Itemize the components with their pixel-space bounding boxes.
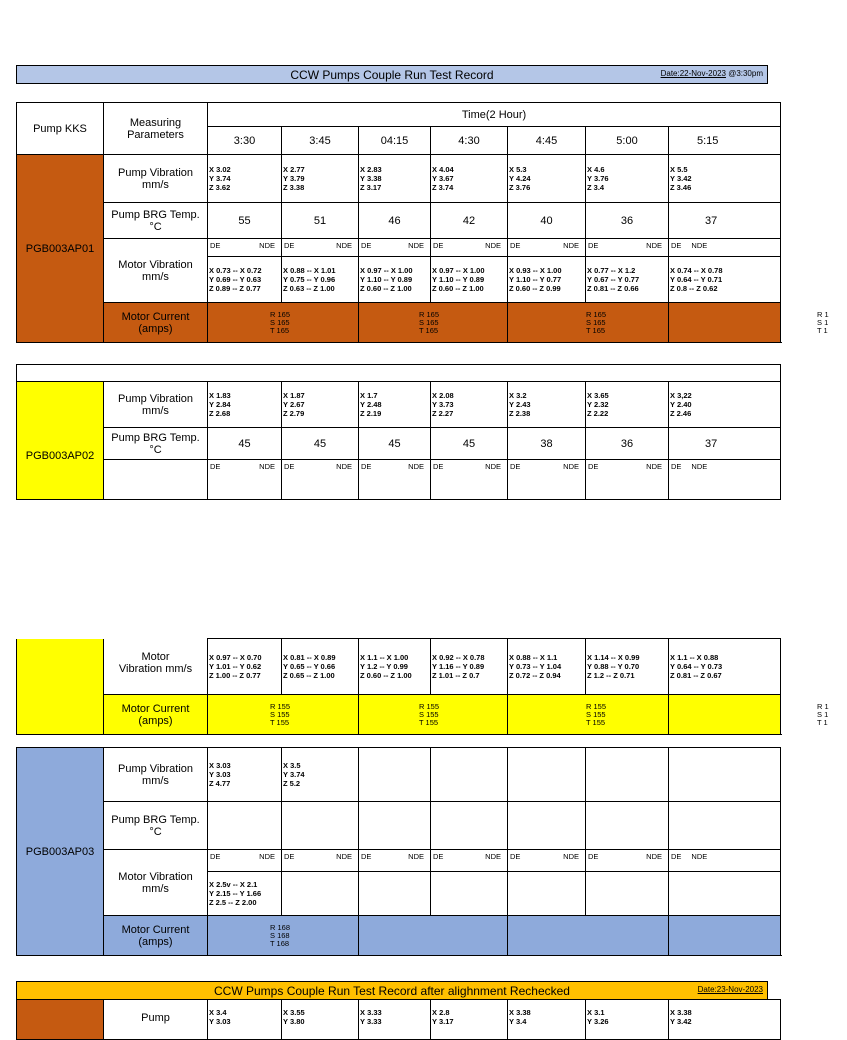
record-title-bar xyxy=(16,65,768,84)
temp-cell: 45 xyxy=(359,428,431,460)
de-nde-cell: DE NDE xyxy=(208,460,282,500)
current-cell: R 1 S 1 T 1 xyxy=(669,695,781,735)
pump1-table xyxy=(16,102,829,343)
temp-cell: 40 xyxy=(508,203,586,239)
empty-cell xyxy=(508,916,669,956)
pump2-table-bottom xyxy=(16,638,829,735)
motor-vib-cell: X 1.1 -- X 0.88 Y 0.64 -- Y 0.73 Z 0.81 -- Z 0.67 xyxy=(669,639,781,695)
motor-current-label: Motor Current (amps) xyxy=(104,695,208,735)
de-nde-cell: DE NDE xyxy=(431,850,508,872)
record2-title-bar xyxy=(16,981,768,1000)
de-nde-cell: DE NDE xyxy=(431,239,508,257)
pump3-section xyxy=(16,747,768,959)
temp-cell: 37 xyxy=(669,428,781,460)
vib-cell: X 3.38 Y 3.4 xyxy=(508,1000,586,1040)
de-nde-cell: DE NDE xyxy=(359,239,431,257)
de-nde-cell: DE NDE xyxy=(508,850,586,872)
vib-cell: X 2.83 Y 3.38 Z 3.17 xyxy=(359,155,431,203)
motor-vib-cell: X 0.97 -- X 1.00 Y 1.10 -- Y 0.89 Z 0.60 -- Z 1.00 xyxy=(431,257,508,303)
empty-cell xyxy=(586,802,669,850)
vib-cell: X 3,22 Y 2.40 Z 2.46 xyxy=(669,382,781,428)
vib-cell: X 1.87 Y 2.67 Z 2.79 xyxy=(282,382,359,428)
empty-cell xyxy=(359,916,508,956)
motor-vib-cell: X 0.88 -- X 1.1 Y 0.73 -- Y 1.04 Z 0.72 -- Z 0.94 xyxy=(508,639,586,695)
time-col: 5:15 xyxy=(669,127,781,155)
time-col: 3:45 xyxy=(282,127,359,155)
pump3-table xyxy=(16,747,781,956)
de-nde-cell: DE NDE xyxy=(508,460,586,500)
empty-cell xyxy=(508,748,586,802)
pump-vibration-label: Pump Vibration mm/s xyxy=(104,382,208,428)
temp-cell: 46 xyxy=(359,203,431,239)
time-col: 5:00 xyxy=(586,127,669,155)
pump2-kks-continued xyxy=(17,639,104,735)
pump-kks-cell: PGB003AP02 xyxy=(17,382,104,500)
motor-vibration-label: Motor Vibration mm/s xyxy=(104,850,208,916)
pump-vibration-label: Pump Vibration mm/s xyxy=(104,155,208,203)
temp-cell: 45 xyxy=(431,428,508,460)
record2-pump-label: Pump xyxy=(104,1000,208,1040)
vib-cell: X 3.1 Y 3.26 xyxy=(586,1000,669,1040)
motor-vib-cell: X 2.5v -- X 2.1 Y 2.15 -- Y 1.66 Z 2.5 -- Z 2.00 xyxy=(208,872,282,916)
de-nde-cell: DE NDE xyxy=(669,239,781,257)
vib-cell: X 3.55 Y 3.80 xyxy=(282,1000,359,1040)
empty-cell xyxy=(669,872,781,916)
current-cell: R 155 S 155 T 155 xyxy=(508,695,669,735)
vib-cell: X 3.4 Y 3.03 xyxy=(208,1000,282,1040)
pump-kks-cell: PGB003AP03 xyxy=(17,748,104,956)
pump2-section-top xyxy=(16,364,768,494)
time-col: 4:45 xyxy=(508,127,586,155)
temp-cell: 45 xyxy=(282,428,359,460)
empty-cell xyxy=(586,748,669,802)
vib-cell: X 3.38 Y 3.42 xyxy=(669,1000,781,1040)
motor-vib-cell: X 0.93 -- X 1.00 Y 1.10 -- Y 0.77 Z 0.60 -- Z 0.99 xyxy=(508,257,586,303)
de-nde-cell: DE NDE xyxy=(359,850,431,872)
current-cell: R 165 S 165 T 165 xyxy=(359,303,508,343)
pump-vibration-label: Pump Vibration mm/s xyxy=(104,748,208,802)
vib-cell: X 5.3 Y 4.24 Z 3.76 xyxy=(508,155,586,203)
temp-cell: 36 xyxy=(586,203,669,239)
de-nde-cell: DE NDE xyxy=(508,239,586,257)
empty-cell xyxy=(669,916,781,956)
vib-cell: X 3.03 Y 3.03 Z 4.77 xyxy=(208,748,282,802)
empty-cell xyxy=(208,802,282,850)
motor-vibration-label: Motor Vibration mm/s xyxy=(104,639,208,695)
vib-cell: X 2.8 Y 3.17 xyxy=(431,1000,508,1040)
motor-vib-cell: X 0.73 -- X 0.72 Y 0.69 -- Y 0.63 Z 0.89 -- Z 0.77 xyxy=(208,257,282,303)
empty-cell xyxy=(508,872,586,916)
pump-kks-header: Pump KKS xyxy=(17,103,104,155)
record2-title: CCW Pumps Couple Run Test Record after alighnment Rechecked xyxy=(214,984,570,998)
vib-cell: X 3.02 Y 3.74 Z 3.62 xyxy=(208,155,282,203)
measuring-header: Measuring Parameters xyxy=(104,103,208,155)
motor-vib-cell: X 1.1 -- X 1.00 Y 1.2 -- Y 0.99 Z 0.60 -- Z 1.00 xyxy=(359,639,431,695)
record-date: Date:22-Nov-2023 @3:30pm xyxy=(660,69,763,78)
de-nde-cell: DE NDE xyxy=(359,460,431,500)
temp-cell: 45 xyxy=(208,428,282,460)
motor-vib-cell: X 0.81 -- X 0.89 Y 0.65 -- Y 0.66 Z 0.65 -- Z 1.00 xyxy=(282,639,359,695)
vib-cell: X 5.5 Y 3.42 Z 3.46 xyxy=(669,155,781,203)
motor-vibration-label: Motor Vibration mm/s xyxy=(104,239,208,303)
pump1-section xyxy=(16,102,829,366)
pump2-table-top xyxy=(16,364,781,500)
current-cell: R 165 S 165 T 165 xyxy=(508,303,669,343)
motor-current-label: Motor Current (amps) xyxy=(104,303,208,343)
motor-current-label: Motor Current (amps) xyxy=(104,916,208,956)
pump-kks-cell: PGB003AP01 xyxy=(17,155,104,343)
time-col: 4:30 xyxy=(431,127,508,155)
de-nde-cell: DE NDE xyxy=(282,460,359,500)
temp-cell: 36 xyxy=(586,428,669,460)
temp-cell: 38 xyxy=(508,428,586,460)
empty-cell xyxy=(508,802,586,850)
temp-cell: 37 xyxy=(669,203,781,239)
current-cell: R 168 S 168 T 168 xyxy=(208,916,359,956)
empty-cell xyxy=(282,872,359,916)
motor-vib-cell: X 0.97 -- X 0.70 Y 1.01 -- Y 0.62 Z 1.00 -- Z 0.77 xyxy=(208,639,282,695)
empty-cell xyxy=(431,748,508,802)
de-nde-cell: DE NDE xyxy=(282,239,359,257)
empty-cell xyxy=(282,802,359,850)
brg-temp-label: Pump BRG Temp. °C xyxy=(104,802,208,850)
vib-cell: X 1.83 Y 2.84 Z 2.68 xyxy=(208,382,282,428)
empty-cell xyxy=(359,872,431,916)
current-cell: R 155 S 155 T 155 xyxy=(359,695,508,735)
de-nde-cell: DE NDE xyxy=(208,239,282,257)
brg-temp-label: Pump BRG Temp. °C xyxy=(104,428,208,460)
temp-cell: 42 xyxy=(431,203,508,239)
vib-cell: X 2.77 Y 3.79 Z 3.38 xyxy=(282,155,359,203)
motor-vib-cell: X 0.74 -- X 0.78 Y 0.64 -- Y 0.71 Z 0.8 -- Z 0.62 xyxy=(669,257,781,303)
time-col: 3:30 xyxy=(208,127,282,155)
de-nde-cell: DE NDE xyxy=(586,850,669,872)
pump2-section-bottom xyxy=(16,638,829,740)
de-nde-cell: DE NDE xyxy=(431,460,508,500)
vib-cell: X 3.65 Y 2.32 Z 2.22 xyxy=(586,382,669,428)
motor-vibration-label-cut xyxy=(104,460,208,500)
record2-table xyxy=(16,999,781,1040)
current-cell: R 165 S 165 T 165 xyxy=(208,303,359,343)
vib-cell: X 3.33 Y 3.33 xyxy=(359,1000,431,1040)
vib-cell: X 2.08 Y 3.73 Z 2.27 xyxy=(431,382,508,428)
empty-cell xyxy=(586,872,669,916)
record2-date: Date:23-Nov-2023 xyxy=(697,985,763,994)
vib-cell: X 3.5 Y 3.74 Z 5.2 xyxy=(282,748,359,802)
motor-vib-cell: X 0.88 -- X 1.01 Y 0.75 -- Y 0.96 Z 0.63 -- Z 1.00 xyxy=(282,257,359,303)
time-header: Time(2 Hour) xyxy=(208,103,781,127)
vib-cell: X 4.04 Y 3.67 Z 3.74 xyxy=(431,155,508,203)
de-nde-cell: DE NDE xyxy=(586,239,669,257)
empty-cell xyxy=(359,802,431,850)
current-cell: R 1 S 1 T 1 xyxy=(669,303,781,343)
record-title: CCW Pumps Couple Run Test Record xyxy=(290,68,494,82)
temp-cell: 51 xyxy=(282,203,359,239)
temp-cell: 55 xyxy=(208,203,282,239)
vib-cell: X 4.6 Y 3.76 Z 3.4 xyxy=(586,155,669,203)
vib-cell: X 1.7 Y 2.48 Z 2.19 xyxy=(359,382,431,428)
empty-cell xyxy=(669,802,781,850)
de-nde-cell: DE NDE xyxy=(282,850,359,872)
empty-cell xyxy=(359,748,431,802)
motor-vib-cell: X 0.97 -- X 1.00 Y 1.10 -- Y 0.89 Z 0.60 -- Z 1.00 xyxy=(359,257,431,303)
empty-cell xyxy=(431,802,508,850)
empty-cell xyxy=(431,872,508,916)
empty-cell xyxy=(669,748,781,802)
de-nde-cell: DE NDE xyxy=(586,460,669,500)
de-nde-cell: DE NDE xyxy=(669,850,781,872)
motor-vib-cell: X 1.14 -- X 0.99 Y 0.88 -- Y 0.70 Z 1.2 -- Z 0.71 xyxy=(586,639,669,695)
current-cell: R 155 S 155 T 155 xyxy=(208,695,359,735)
motor-vib-cell: X 0.92 -- X 0.78 Y 1.16 -- Y 0.89 Z 1.01 -- Z 0.7 xyxy=(431,639,508,695)
vib-cell: X 3.2 Y 2.43 Z 2.38 xyxy=(508,382,586,428)
time-col: 04:15 xyxy=(359,127,431,155)
motor-vib-cell: X 0.77 -- X 1.2 Y 0.67 -- Y 0.77 Z 0.81 -- Z 0.66 xyxy=(586,257,669,303)
de-nde-cell: DE NDE xyxy=(208,850,282,872)
brg-temp-label: Pump BRG Temp. °C xyxy=(104,203,208,239)
record2-section xyxy=(16,999,768,1024)
de-nde-cell: DE NDE xyxy=(669,460,781,500)
record2-kks-cell xyxy=(17,1000,104,1040)
